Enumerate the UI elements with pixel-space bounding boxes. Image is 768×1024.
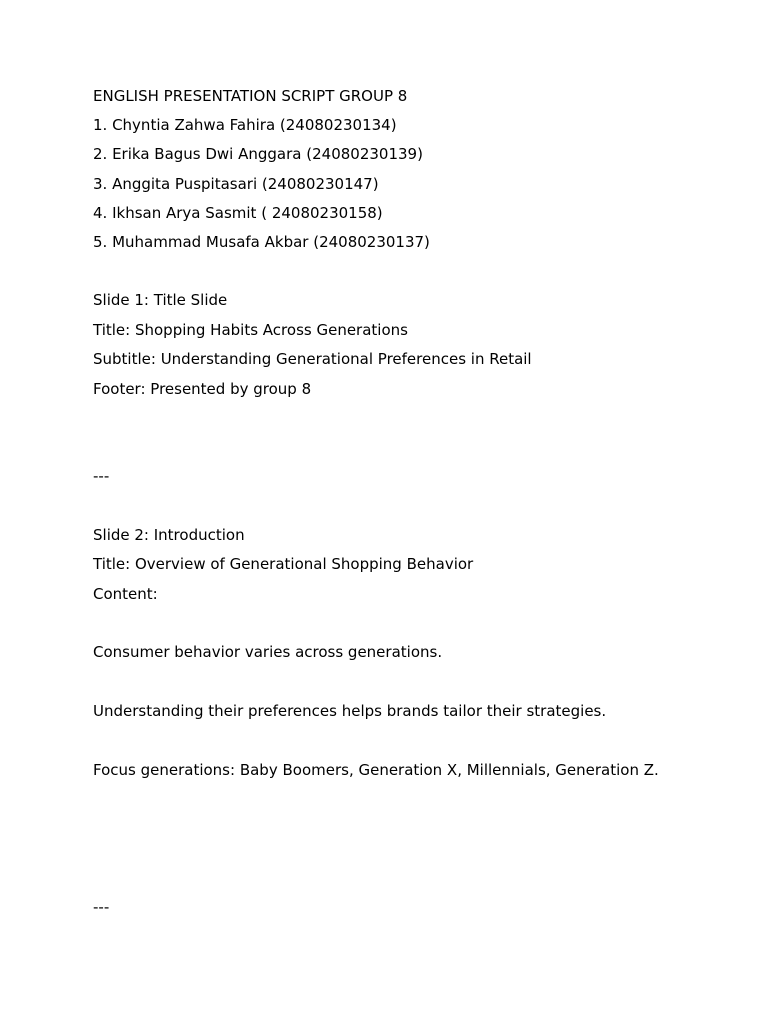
slide1-title: Title: Shopping Habits Across Generations [93,321,408,339]
member-1: 1. Chyntia Zahwa Fahira (24080230134) [93,116,397,134]
member-5: 5. Muhammad Musafa Akbar (24080230137) [93,233,430,251]
slide1-subtitle: Subtitle: Understanding Generational Preferences in Retail [93,350,532,368]
slide2-label: Slide 2: Introduction [93,526,245,544]
slide2-title: Title: Overview of Generational Shopping Behavior [93,555,474,573]
separator-1: --- [93,467,110,485]
slide1-label: Slide 1: Title Slide [93,291,228,309]
slide2-point-3: Focus generations: Baby Boomers, Generation X, Millennials, Generation Z. [93,761,659,779]
member-2: 2. Erika Bagus Dwi Anggara (24080230139) [93,145,423,163]
slide2-point-2: Understanding their preferences helps brands tailor their strategies. [93,702,607,720]
slide1-footer: Footer: Presented by group 8 [93,380,312,398]
slide2-point-1: Consumer behavior varies across generations. [93,643,443,661]
member-3: 3. Anggita Puspitasari (24080230147) [93,175,379,193]
document-heading: ENGLISH PRESENTATION SCRIPT GROUP 8 [93,87,408,105]
separator-2: --- [93,898,110,916]
member-4: 4. Ikhsan Arya Sasmit ( 24080230158) [93,204,383,222]
slide2-content-label: Content: [93,585,158,603]
